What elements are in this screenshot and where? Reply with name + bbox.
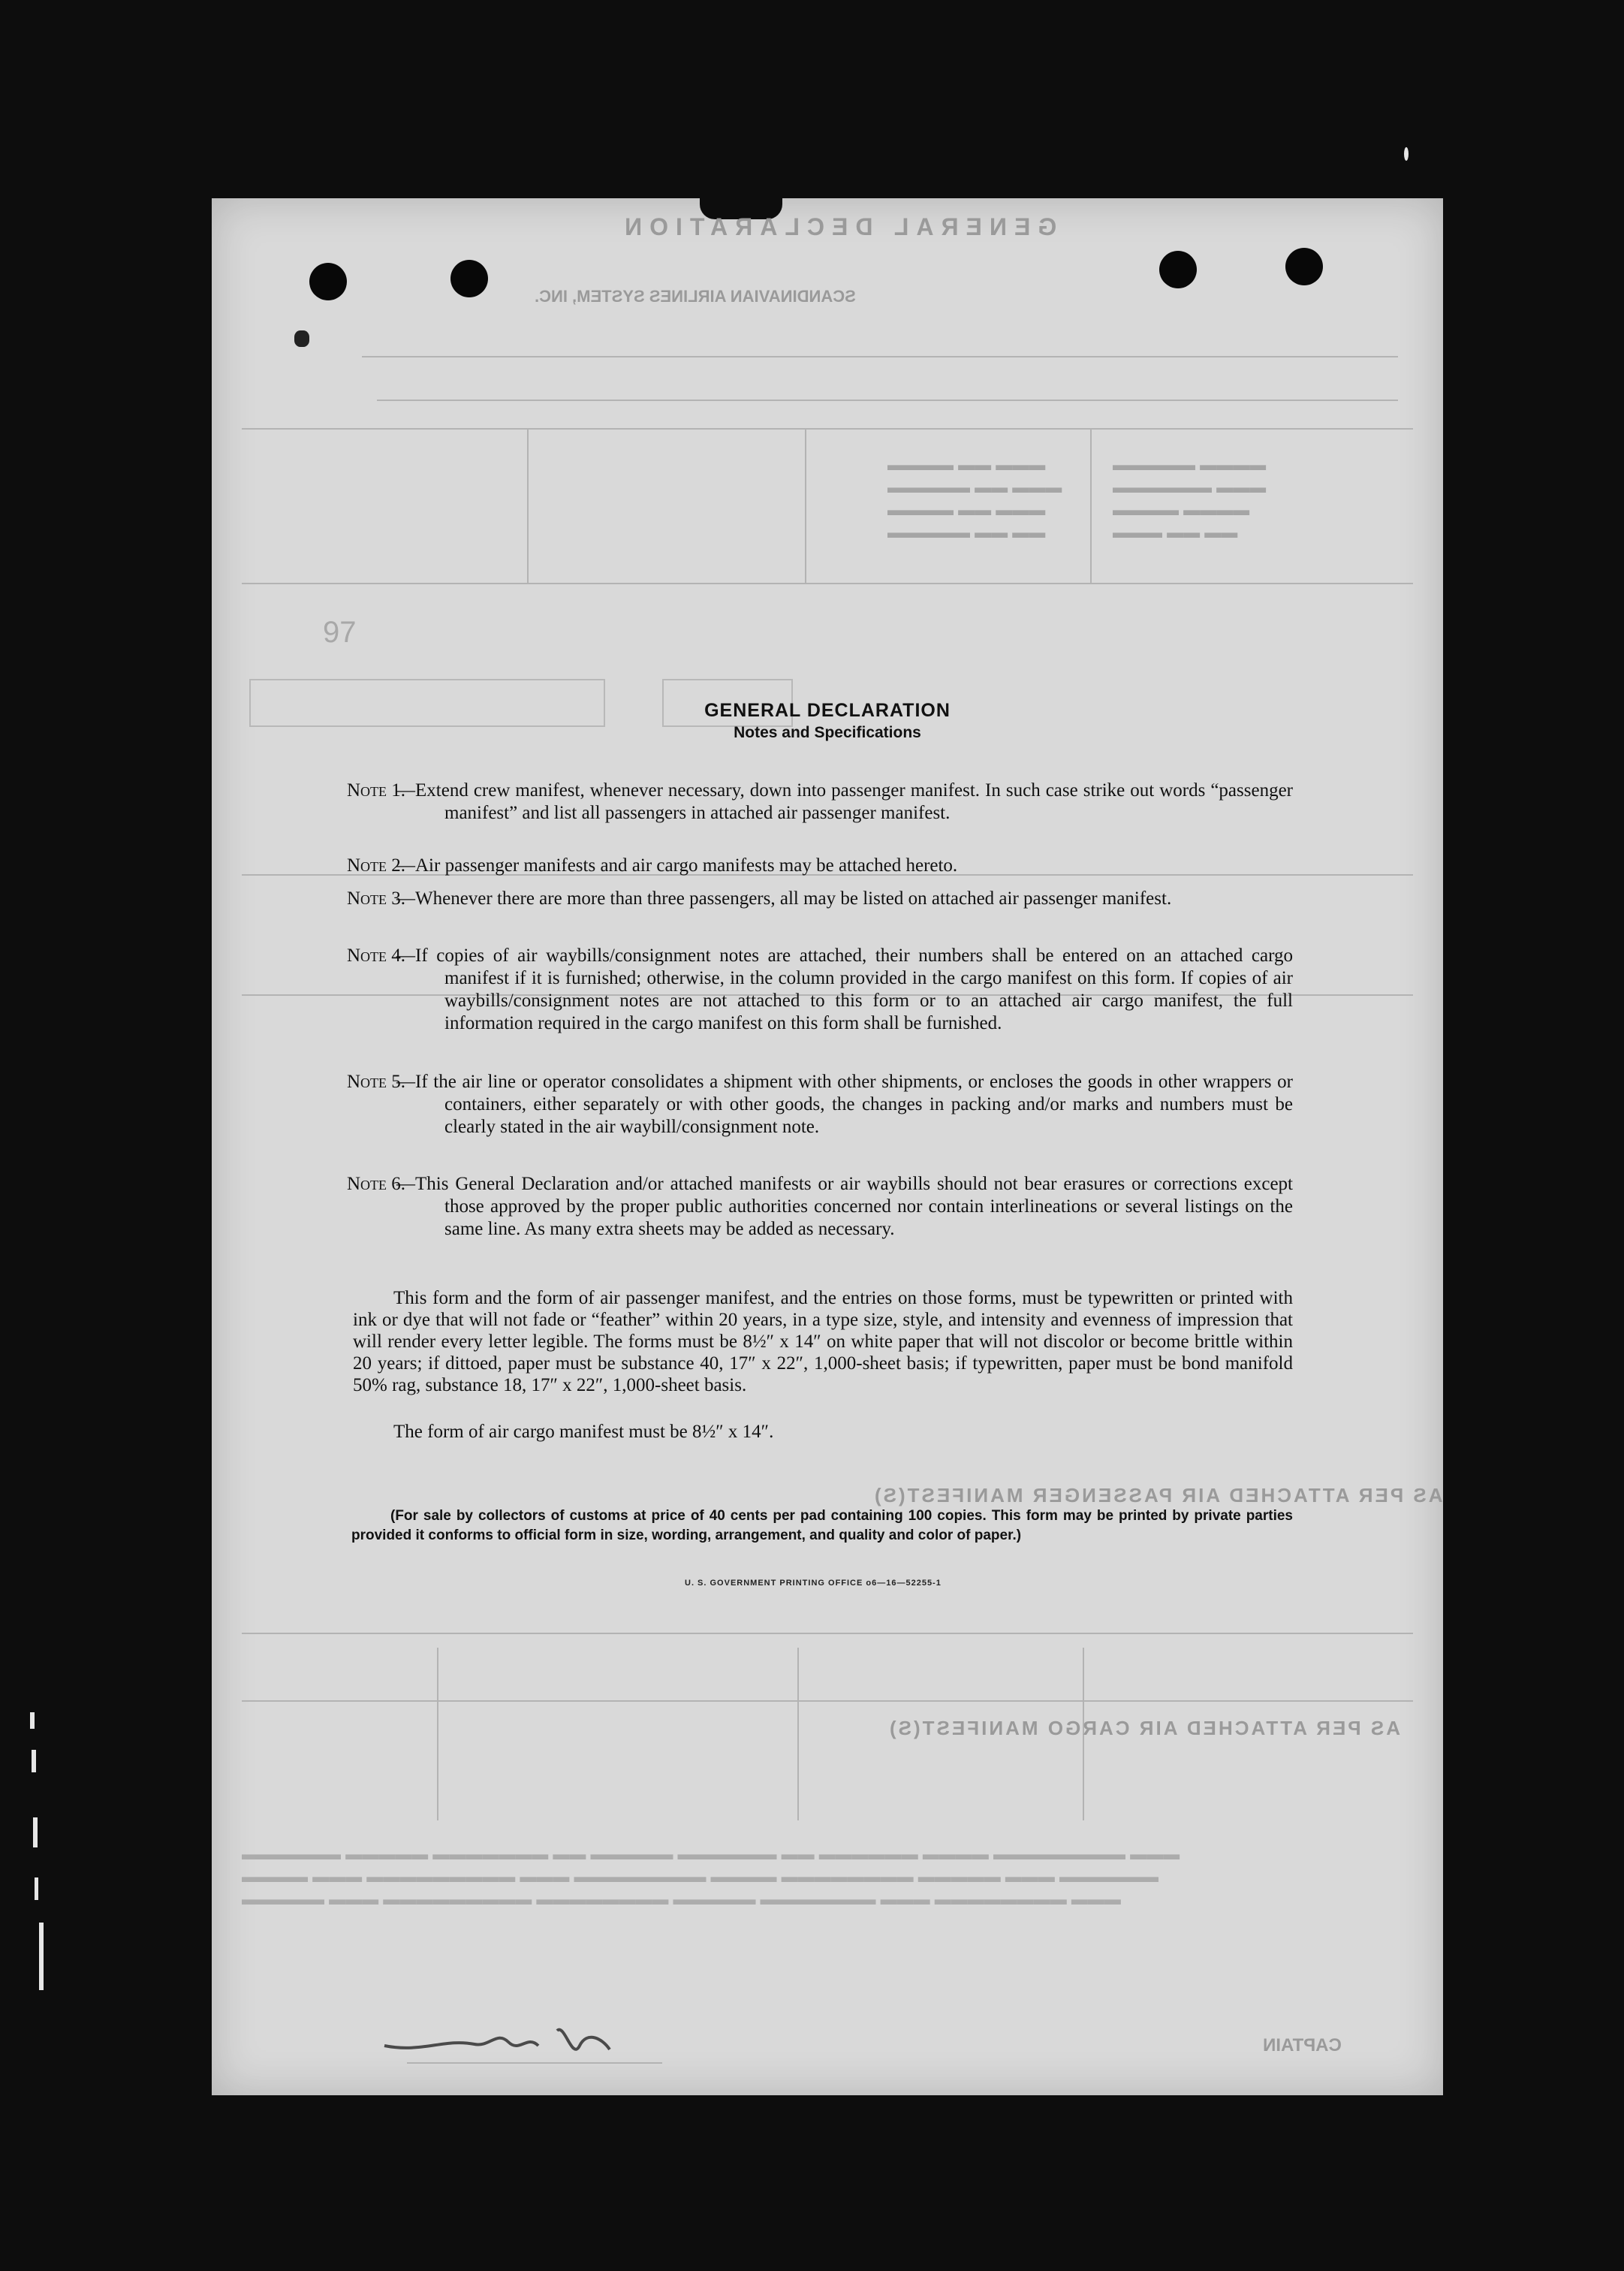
bleed-operator-line: SCANDINAVIAN AIRLINES SYSTEM, INC. (535, 287, 856, 306)
note-1 (347, 780, 1293, 825)
bleed-crew-block: ▬▬▬▬ ▬▬ ▬▬▬ ▬▬▬▬▬ ▬▬ ▬▬▬ ▬▬▬▬ ▬▬ ▬▬▬ ▬▬▬▬▬ ▬▬ ▬▬ (887, 455, 1062, 541)
note-text: —If copies of air waybills/consignment notes are attached, their numbers shall be entered on an attached cargo manifest if it is furnished; otherwise, in the column provided in the cargo manifest on this form. If copies of air waybills/consignment notes are not attached to this form or to an attached air cargo manifest, the full information required in the cargo manifest on this form shall be furnished. (396, 945, 1293, 1033)
edge-mark (32, 1750, 36, 1772)
bleed-rule (437, 1648, 438, 1820)
bleed-rule (242, 428, 1413, 430)
cargo-form-line: The form of air cargo manifest must be 8½″ x 14″. (393, 1422, 774, 1442)
document-page (212, 198, 1443, 2095)
note-label: Note 2. (347, 855, 406, 876)
edge-mark (33, 1817, 38, 1847)
ink-blot (294, 330, 309, 347)
bleed-cargo-heading: AS PER ATTACHED AIR CARGO MANIFEST(S) (887, 1717, 1400, 1739)
punch-hole (1285, 248, 1323, 285)
bleed-crew-block: ▬▬▬▬▬ ▬▬▬▬ ▬▬▬▬▬▬ ▬▬▬ ▬▬▬▬ ▬▬▬▬ ▬▬▬ ▬▬ ▬▬ (1113, 455, 1267, 541)
punch-hole (309, 263, 347, 300)
bleed-captain-label: CAPTAIN (1263, 2035, 1342, 2055)
document-subtitle: Notes and Specifications (734, 724, 921, 741)
document-title: GENERAL DECLARATION (704, 700, 951, 721)
punch-hole (1159, 251, 1197, 288)
punch-hole (450, 260, 488, 297)
bleed-rule (527, 428, 529, 583)
note-text: —If the air line or operator consolidates a shipment with other shipments, or encloses the goods in other wrappers or containers, either separately or with other goods, the changes in packing and/or marks and numbers must be clearly stated in the air waybill/consignment note. (396, 1072, 1293, 1137)
note-label: Note 6. (347, 1174, 406, 1194)
bleed-certification: ▬▬▬▬▬▬ ▬▬▬▬▬ ▬▬▬▬▬▬▬ ▬▬ ▬▬▬▬▬ ▬▬▬▬▬▬ ▬▬ ▬▬▬▬▬▬ ▬▬▬▬ ▬▬▬▬▬▬▬▬ ▬▬▬ ▬▬▬▬ ▬▬▬ ▬▬▬▬▬▬▬▬▬ ▬▬▬ ▬▬▬▬▬▬▬▬ ▬▬▬▬ ▬▬▬▬▬▬▬▬ ▬▬▬▬▬ ▬▬▬ ▬▬▬▬▬▬ ▬▬▬▬▬ ▬▬▬ ▬▬▬▬▬▬▬▬▬ ▬▬▬▬▬▬▬▬ ▬▬▬▬▬ ▬▬▬▬▬▬▬ ▬▬▬ ▬▬▬▬▬▬▬▬ ▬▬▬ (242, 1844, 1180, 1908)
bleed-passenger-heading: AS PER ATTACHED AIR PASSENGER MANIFEST(S) (872, 1484, 1443, 1506)
bleed-rule (1090, 428, 1092, 583)
note-label: Note 4. (347, 945, 406, 966)
edge-mark (39, 1923, 44, 1990)
note-text: —Extend crew manifest, whenever necessary, down into passenger manifest. In such case strike out words “passenger manifest” and list all passengers in attached air passenger manifest. (396, 780, 1293, 823)
note-4 (347, 945, 1293, 1035)
bleed-rule (805, 428, 806, 583)
bleed-rule (362, 356, 1398, 357)
edge-mark (30, 1712, 35, 1729)
bleed-rule (242, 1700, 1413, 1702)
note-text: —Air passenger manifests and air cargo manifests may be attached hereto. (396, 855, 958, 876)
bleed-page-mark: 97 (323, 616, 357, 649)
edge-mark (1404, 147, 1409, 161)
bleed-signature (377, 2016, 625, 2068)
note-6 (347, 1173, 1293, 1241)
note-3 (347, 888, 1293, 910)
bleed-rule (242, 583, 1413, 584)
note-label: Note 3. (347, 888, 406, 909)
edge-mark (35, 1877, 38, 1900)
bleed-rule (407, 2062, 662, 2064)
bleed-header-title: GENERAL DECLARATION (617, 213, 1057, 240)
note-text: —This General Declaration and/or attached manifests or air waybills should not bear erasures or corrections except those approved by the proper public authorities concerned nor contain interlineations or several listings on the same line. As many extra sheets may be added as necessary. (396, 1174, 1293, 1239)
note-text: —Whenever there are more than three passengers, all may be listed on attached air passenger manifest. (396, 888, 1172, 909)
printer-line: U. S. GOVERNMENT PRINTING OFFICE o6—16—52255-1 (685, 1579, 942, 1588)
note-label: Note 1. (347, 780, 406, 801)
note-label: Note 5. (347, 1072, 406, 1092)
bleed-rule (377, 400, 1398, 401)
note-2 (347, 855, 1293, 877)
bleed-rule (242, 1633, 1413, 1634)
sale-notice: (For sale by collectors of customs at price of 40 cents per pad containing 100 copies. This form may be printed by private parties provided it conforms to official form in size, wording, arrangement, and quality and color of paper.) (351, 1508, 1293, 1543)
form-specification-paragraph: This form and the form of air passenger manifest, and the entries on those forms, must be typewritten or printed with ink or dye that will not fade or “feather” within 20 years, in a type size, style, and intensity and evenness of impression that will render every letter legible. The forms must be 8½″ x 14″ on white paper that will not discolor or become brittle within 20 years; if dittoed, paper must be substance 40, 17″ x 22″, 1,000-sheet basis; if typewritten, paper must be bond manifold 50% rag, substance 18, 17″ x 22″, 1,000-sheet basis. (353, 1288, 1293, 1395)
note-5 (347, 1071, 1293, 1139)
bleed-rule (797, 1648, 799, 1820)
